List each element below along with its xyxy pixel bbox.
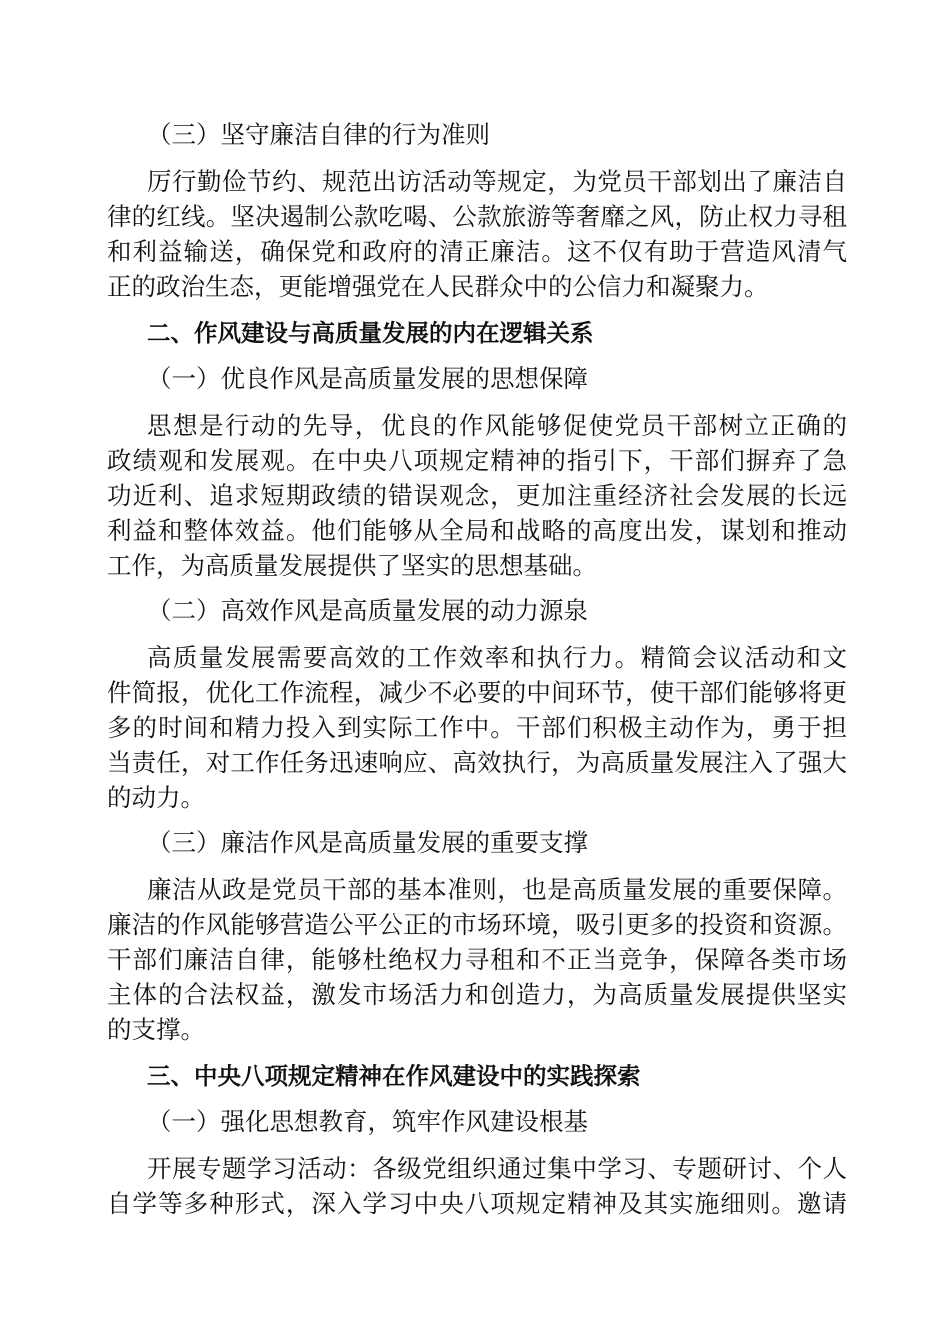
paragraph-line: 律的红线。坚决遏制公款吃喝、公款旅游等奢靡之风，防止权力寻租 bbox=[107, 202, 847, 231]
paragraph-line: 厉行勤俭节约、规范出访活动等规定，为党员干部划出了廉洁自 bbox=[147, 167, 847, 196]
subheading: （三）坚守廉洁自律的行为准则 bbox=[147, 120, 490, 149]
paragraph-line: 廉洁的作风能够营造公平公正的市场环境，吸引更多的投资和资源。 bbox=[107, 910, 847, 939]
subheading: （一）强化思想教育，筑牢作风建设根基 bbox=[147, 1107, 588, 1136]
paragraph-line: 廉洁从政是党员干部的基本准则，也是高质量发展的重要保障。 bbox=[147, 875, 847, 904]
paragraph-line: 当责任，对工作任务迅速响应、高效执行，为高质量发展注入了强大 bbox=[107, 748, 847, 777]
paragraph-line: 工作，为高质量发展提供了坚实的思想基础。 bbox=[107, 551, 597, 580]
paragraph-line: 和利益输送，确保党和政府的清正廉洁。这不仅有助于营造风清气 bbox=[107, 237, 847, 266]
paragraph-line: 多的时间和精力投入到实际工作中。干部们积极主动作为，勇于担 bbox=[107, 713, 847, 742]
paragraph-line: 的动力。 bbox=[107, 783, 205, 812]
paragraph-line: 主体的合法权益，激发市场活力和创造力，为高质量发展提供坚实 bbox=[107, 980, 847, 1009]
paragraph-line: 自学等多种形式，深入学习中央八项规定精神及其实施细则。邀请 bbox=[107, 1189, 847, 1218]
paragraph-line: 开展专题学习活动：各级党组织通过集中学习、专题研讨、个人 bbox=[147, 1154, 847, 1183]
paragraph-line: 思想是行动的先导，优良的作风能够促使党员干部树立正确的 bbox=[147, 411, 847, 440]
paragraph-line: 利益和整体效益。他们能够从全局和战略的高度出发，谋划和推动 bbox=[107, 516, 847, 545]
paragraph-line: 干部们廉洁自律，能够杜绝权力寻租和不正当竞争，保障各类市场 bbox=[107, 945, 847, 974]
paragraph-line: 正的政治生态，更能增强党在人民群众中的公信力和凝聚力。 bbox=[107, 272, 769, 301]
subheading: （一）优良作风是高质量发展的思想保障 bbox=[147, 364, 588, 393]
paragraph-line: 件简报，优化工作流程，减少不必要的中间环节，使干部们能够将更 bbox=[107, 678, 847, 707]
paragraph-line: 政绩观和发展观。在中央八项规定精神的指引下，干部们摒弃了急 bbox=[107, 446, 847, 475]
paragraph-line: 的支撑。 bbox=[107, 1015, 205, 1044]
paragraph-line: 功近利、追求短期政绩的错误观念，更加注重经济社会发展的长远 bbox=[107, 481, 847, 510]
section-heading: 二、作风建设与高质量发展的内在逻辑关系 bbox=[147, 319, 594, 347]
section-heading: 三、中央八项规定精神在作风建设中的实践探索 bbox=[147, 1062, 641, 1090]
paragraph-line: 高质量发展需要高效的工作效率和执行力。精简会议活动和文 bbox=[147, 643, 847, 672]
subheading: （二）高效作风是高质量发展的动力源泉 bbox=[147, 596, 588, 625]
subheading: （三）廉洁作风是高质量发展的重要支撑 bbox=[147, 828, 588, 857]
